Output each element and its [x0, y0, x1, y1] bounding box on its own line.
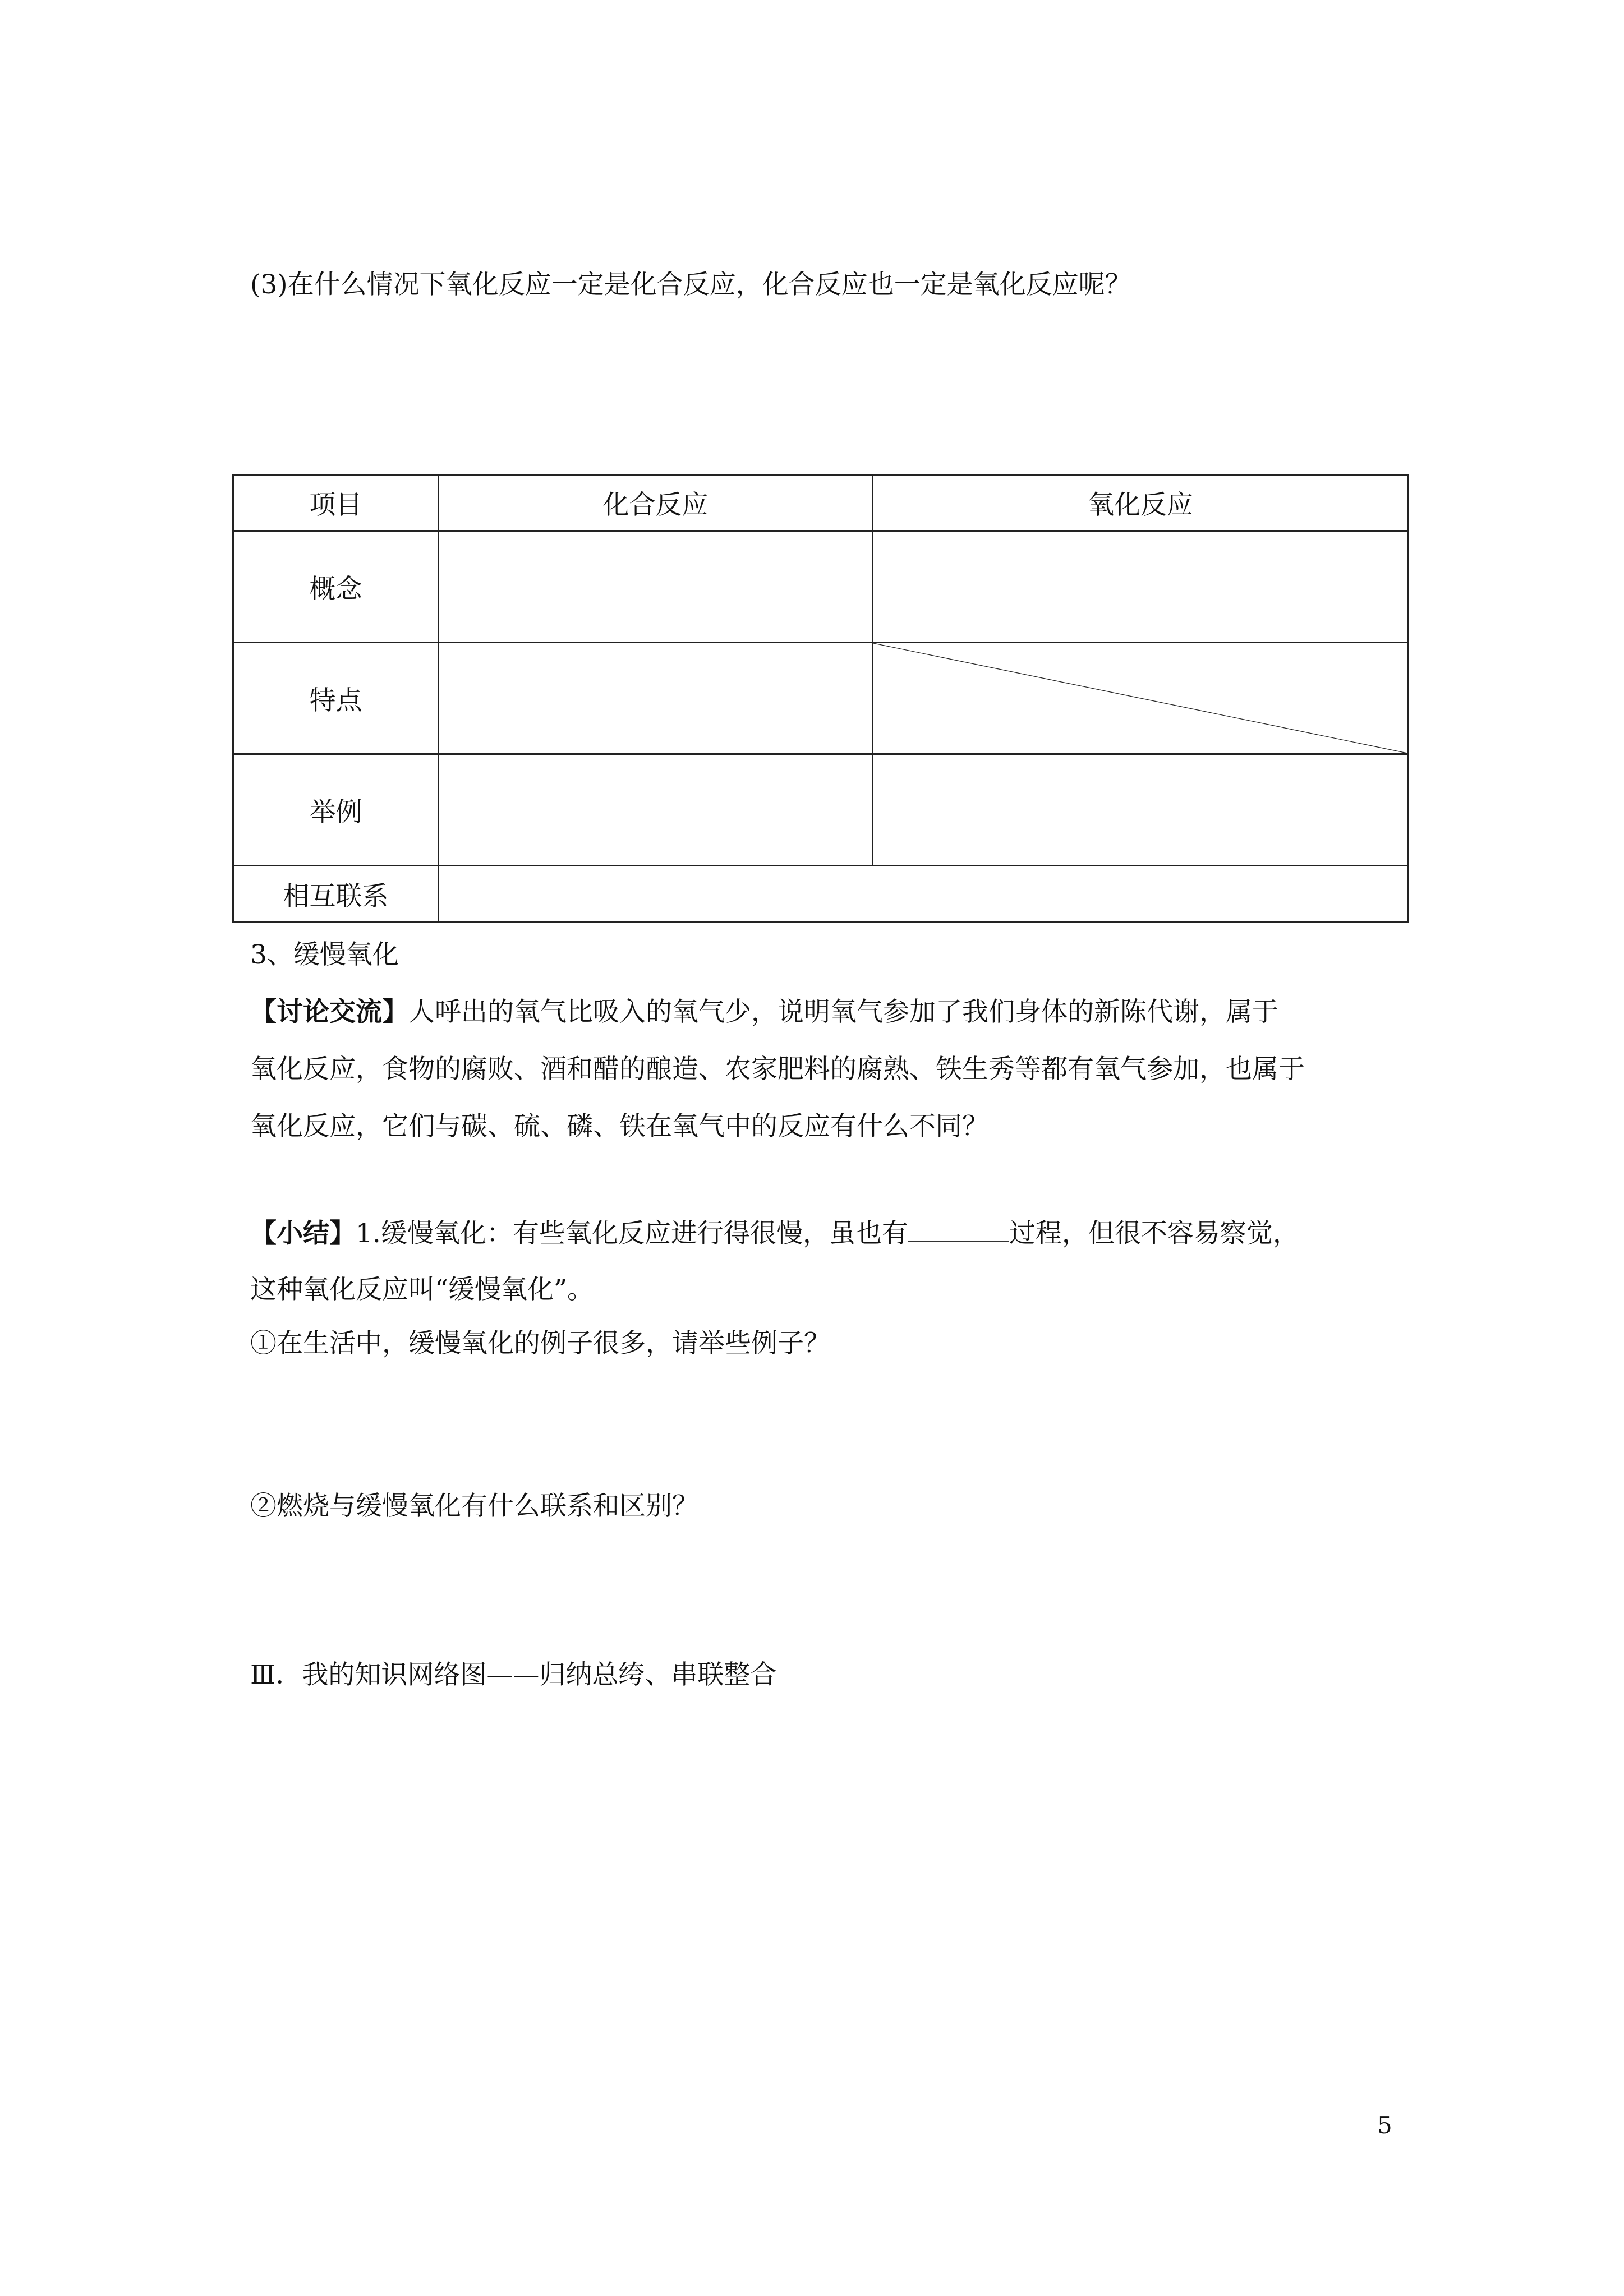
row-label-feature: 特点	[233, 643, 439, 754]
row-label-concept: 概念	[233, 531, 439, 643]
summary-line-1	[250, 1216, 1299, 1251]
table-row	[233, 866, 1409, 923]
summary-text-1b: 过程，但很不容易察觉，	[1009, 1218, 1299, 1249]
header-combination-reaction: 化合反应	[439, 475, 873, 531]
section-iii-title: Ⅲ．我的知识网络图——归纳总绔、串联整合	[250, 1659, 777, 1690]
summary-text-1a: 1.缓慢氧化：有些氧化反应进行得很慢，虽也有	[356, 1218, 908, 1249]
table-row	[233, 754, 1409, 866]
cell-blank[interactable]	[873, 754, 1409, 866]
table-row	[233, 643, 1409, 754]
summary-line-2: 这种氧化反应叫“缓慢氧化”。	[250, 1274, 594, 1305]
summary-tag: 【小结】	[250, 1218, 356, 1249]
cell-blank[interactable]	[439, 531, 873, 643]
discussion-text-1: 人呼出的氧气比吸入的氧气少，说明氧气参加了我们身体的新陈代谢，属于	[408, 997, 1278, 1027]
discussion-line-2: 氧化反应，食物的腐败、酒和醋的酿造、农家肥料的腐熟、铁生秀等都有氧气参加，也属于	[250, 1054, 1305, 1085]
discussion-line-1	[250, 995, 1278, 1029]
comparison-table	[232, 474, 1409, 923]
header-item: 项目	[233, 475, 439, 531]
question-circle-1: ①在生活中，缓慢氧化的例子很多，请举些例子？	[250, 1328, 830, 1359]
cell-blank[interactable]	[439, 866, 1409, 923]
cell-blank[interactable]	[439, 643, 873, 754]
question-3: (3)在什么情况下氧化反应一定是化合反应，化合反应也一定是氧化反应呢？	[250, 269, 1131, 300]
page-number: 5	[1377, 2111, 1392, 2139]
table-header-row	[233, 475, 1409, 531]
row-label-relation: 相互联系	[233, 866, 439, 923]
header-oxidation-reaction: 氧化反应	[873, 475, 1409, 531]
discussion-line-3: 氧化反应，它们与碳、硫、磷、铁在氧气中的反应有什么不同？	[250, 1111, 988, 1142]
discussion-tag: 【讨论交流】	[250, 997, 408, 1027]
fill-blank[interactable]	[908, 1216, 1009, 1242]
diagonal-line	[873, 643, 1407, 753]
row-label-example: 举例	[233, 754, 439, 866]
cell-blank[interactable]	[873, 531, 1409, 643]
question-circle-2: ②燃烧与缓慢氧化有什么联系和区别？	[250, 1491, 698, 1522]
cell-blank[interactable]	[439, 754, 873, 866]
cell-diagonal	[873, 643, 1409, 754]
section-3-title: 3、缓慢氧化	[250, 939, 399, 970]
table-row	[233, 531, 1409, 643]
